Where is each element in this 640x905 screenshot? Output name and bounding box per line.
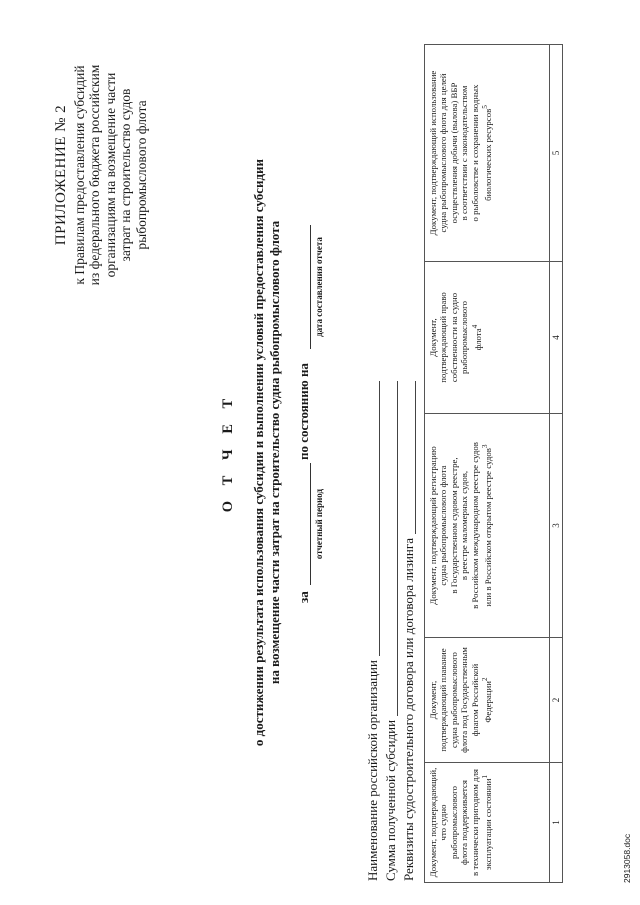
appendix-line: затрат на строительство судов [118, 88, 133, 262]
report-title [220, 0, 283, 905]
column-header-line: судна рыбопромыслового [448, 652, 459, 748]
column-number: 1 [550, 763, 563, 883]
column-header-text: биологических ресурсов [482, 108, 493, 201]
document-id: 2913058.doc [622, 833, 632, 883]
column-header-text: или в Российском открытом реестре судов [482, 448, 493, 607]
column-header-line [480, 767, 493, 878]
footnote-marker: 4 [469, 324, 479, 329]
column-number: 2 [550, 638, 563, 763]
report-period-row [296, 0, 330, 905]
column-header-line [470, 266, 483, 409]
column-header-line: осуществления добычи (вылова) ВБР [448, 82, 459, 224]
footnote-marker: 1 [480, 774, 490, 779]
appendix-line: организациям на возмещение части [102, 72, 118, 278]
appendix-title: ПРИЛОЖЕНИЕ № 2 [53, 104, 69, 246]
appendix-line: к Правилам предоставления субсидий [71, 65, 87, 285]
appendix-heading [54, 5, 149, 345]
column-header-line: в Российском международном реестре судов [469, 442, 480, 609]
period-blank[interactable] [310, 463, 311, 585]
column-header-line: Документ, подтверждающий использование [428, 70, 438, 236]
column-header [425, 262, 550, 414]
column-header-text: эксплуатации состоянии [482, 778, 493, 871]
column-header-line: Документ, подтверждающий регистрацию [428, 446, 438, 605]
period-mid-text: по состоянию на [296, 363, 311, 460]
report-subtitle-line2: на возмещение части затрат на строительство судна рыбопромыслового флота [267, 220, 282, 685]
column-header-line: Документ, [428, 680, 438, 720]
column-header-line: в Государственном судовом реестре, [448, 457, 459, 594]
appendix-line: из федерального бюджета российским [87, 64, 102, 286]
column-header [425, 45, 550, 262]
column-header-line [480, 418, 493, 633]
column-header-line: рыбопромыслового [459, 301, 470, 374]
column-header-line [480, 49, 493, 257]
subsidy-sum-field[interactable] [382, 381, 400, 881]
column-header-line: флота поддерживается [459, 780, 470, 865]
column-header-text: Федерации [482, 681, 493, 723]
table-header-row [425, 45, 550, 883]
column-header-line: в технически пригодном для [469, 769, 480, 876]
column-header-text: флота [472, 328, 483, 351]
column-header-line: подтверждающий плавание [438, 648, 449, 752]
subsidy-sum-label: Сумма полученной субсидии [383, 716, 398, 881]
footnote-marker: 2 [480, 677, 490, 682]
column-header-line: Документ, [428, 318, 438, 357]
org-name-label: Наименование российской организации [365, 656, 380, 881]
date-blank[interactable] [310, 225, 311, 349]
documents-table [424, 44, 563, 883]
column-header-line: в реестре маломерных судов, [459, 470, 470, 581]
column-number-row [550, 45, 563, 883]
column-header-line [480, 642, 493, 758]
column-header-line: в соответствии с законодательством [459, 85, 470, 221]
column-number: 5 [550, 45, 563, 262]
column-number: 4 [550, 262, 563, 414]
report-heading: О Т Ч Е Т [220, 392, 236, 513]
contract-requisites-label: Реквизиты судостроительного договора или договора лизинга [401, 534, 416, 881]
period-caption: отчетный период [314, 488, 324, 560]
column-header-line: флота под Государственным [459, 647, 470, 753]
contract-requisites-field[interactable] [400, 381, 418, 881]
period-prefix: за [296, 591, 311, 603]
column-header-line: собственности на судно [448, 292, 459, 383]
footnote-marker: 3 [480, 444, 490, 449]
column-number: 3 [550, 414, 563, 638]
appendix-line: рыбопромыслового флота [133, 100, 149, 250]
column-header-line: Документ, подтверждающий, [428, 767, 438, 878]
column-header-line: судна рыбопромыслового флота для целей [438, 73, 449, 233]
column-header [425, 763, 550, 883]
column-header [425, 414, 550, 638]
column-header-line: судна рыбопромыслового флота [438, 465, 449, 586]
footnote-marker: 5 [480, 105, 490, 109]
org-name-field[interactable] [364, 381, 382, 881]
column-header-line: о рыболовстве и сохранении водных [469, 84, 480, 222]
column-header-line: подтверждающий право [438, 292, 449, 383]
column-header-line: что судно рыбопромыслового [438, 786, 459, 859]
column-header-line: флагом Российской [469, 663, 480, 737]
column-header [425, 638, 550, 763]
report-subtitle-line1: о достижении результата использования субсидии и выполнении условий предоставления субсидии [251, 158, 266, 747]
date-caption: дата составления отчета [314, 237, 324, 337]
